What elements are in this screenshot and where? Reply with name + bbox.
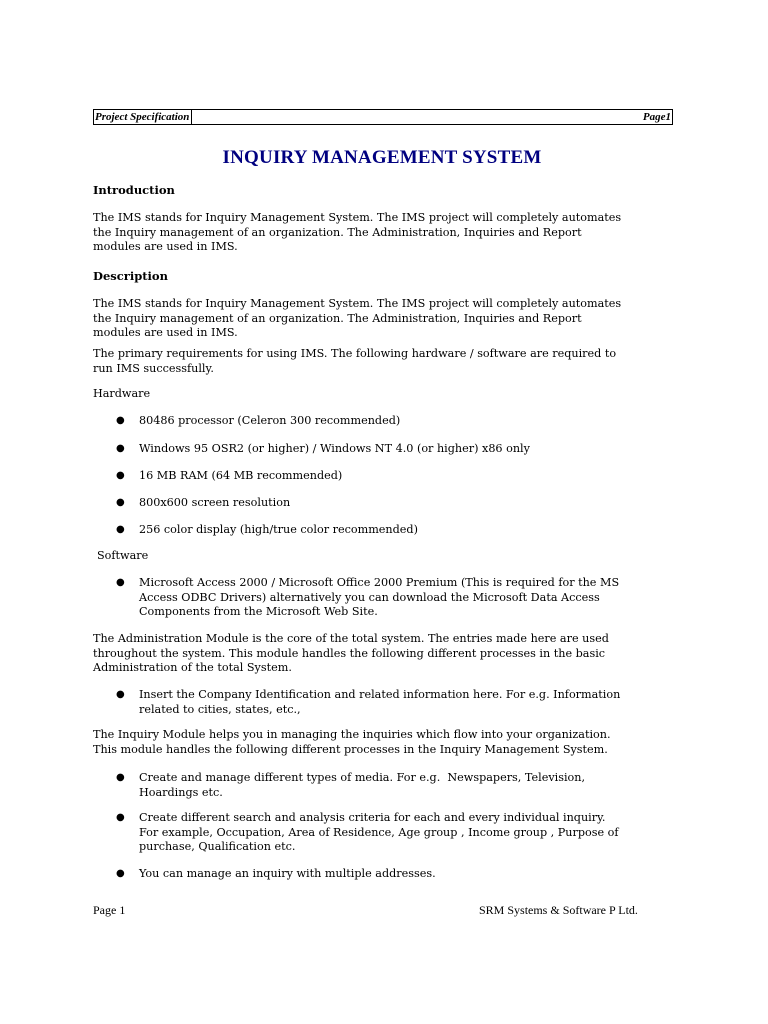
hardware-label: Hardware — [93, 387, 151, 400]
header-project-specification: Project Specification — [95, 110, 192, 124]
bullet: ● — [116, 443, 125, 454]
inquiry-module-paragraph: The Inquiry Module helps you in managing the inquiries which flow into your organization. This module handles the following different processes in the Inquiry Management System. — [93, 728, 611, 756]
bullet: ● — [116, 524, 125, 535]
list-item-text: Windows 95 OSR2 (or higher) / Windows NT 4.0 (or higher) x86 only — [139, 442, 530, 455]
description-paragraph: The IMS stands for Inquiry Management System. The IMS project will completely automates the Inquiry management of an organization. The Administration, Inquiries and Report modules are used in IMS. — [93, 297, 622, 339]
page-header — [93, 109, 673, 125]
list-item-text: 256 color display (high/true color recommended) — [139, 523, 418, 536]
bullet: ● — [116, 470, 125, 481]
header-page-number: Page1 — [642, 111, 671, 123]
footer-page-number: Page 1 — [93, 903, 126, 917]
administration-module-paragraph: The Administration Module is the core of the total system. The entries made here are used throughout the system. This module handles the following different processes in the basic Administration of the total System. — [93, 632, 609, 674]
document-title: INQUIRY MANAGEMENT SYSTEM — [222, 147, 542, 168]
bullet: ● — [116, 812, 125, 823]
bullet: ● — [116, 577, 125, 588]
footer-company-name: SRM Systems & Software P Ltd. — [479, 903, 638, 917]
description-heading: Description — [93, 269, 168, 283]
introduction-heading: Introduction — [93, 183, 175, 197]
list-item-text: 800x600 screen resolution — [139, 496, 291, 509]
bullet: ● — [116, 497, 125, 508]
bullet: ● — [116, 772, 125, 783]
bullet: ● — [116, 415, 125, 426]
requirements-paragraph: The primary requirements for using IMS. The following hardware / software are required to run IMS successfully. — [93, 347, 617, 375]
introduction-paragraph: The IMS stands for Inquiry Management System. The IMS project will completely automates the Inquiry management of an organization. The Administration, Inquiries and Report modules are used in IMS. — [93, 211, 622, 253]
document-page — [93, 109, 673, 919]
software-label: Software — [97, 549, 149, 562]
list-item-text: Create and manage different types of media. For e.g. Newspapers, Television, Hoardings etc. — [139, 771, 586, 799]
list-item-text: Create different search and analysis criteria for each and every individual inquiry. For example, Occupation, Area of Residence, Age group , Income group , Purpose of purchase, Qualification etc. — [139, 811, 619, 853]
bullet: ● — [116, 689, 125, 700]
bullet: ● — [116, 868, 125, 879]
list-item-text: 80486 processor (Celeron 300 recommended) — [139, 414, 401, 427]
list-item-text: Insert the Company Identification and related information here. For e.g. Information related to cities, states, etc., — [139, 688, 621, 716]
list-item-text: Microsoft Access 2000 / Microsoft Office 2000 Premium (This is required for the MS Access ODBC Drivers) alternatively you can download the Microsoft Data Access Components from the Microsoft Web Site. — [139, 576, 620, 618]
list-item-text: You can manage an inquiry with multiple addresses. — [139, 867, 436, 880]
list-item-text: 16 MB RAM (64 MB recommended) — [139, 469, 343, 482]
